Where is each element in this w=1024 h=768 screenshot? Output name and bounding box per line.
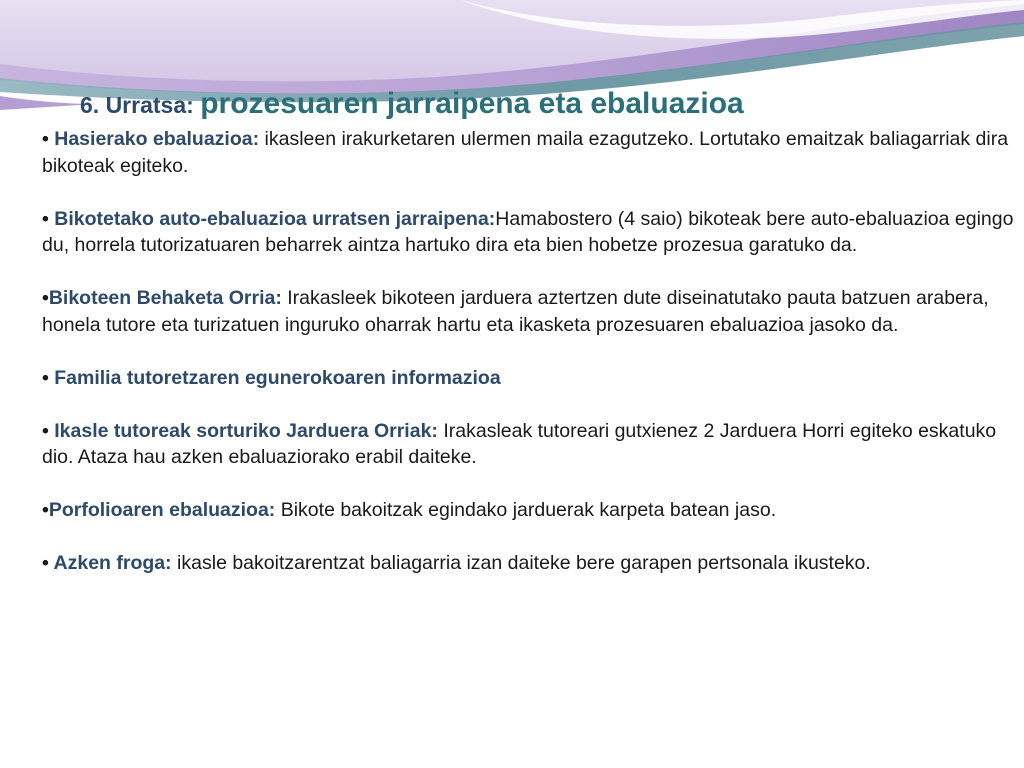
paragraph-label: Bikotetako auto-ebaluazioa urratsen jarraipena:	[54, 207, 496, 230]
paragraph-bikoteen-behaketa-orria	[42, 285, 1017, 338]
bullet-glyph: •	[42, 207, 55, 230]
bullet-glyph: •	[42, 287, 49, 309]
paragraph-label: Bikoteen Behaketa Orria:	[48, 287, 282, 309]
paragraph-label: Ikasle tutoreak sorturiko Jarduera Orriak:	[54, 419, 438, 442]
title-step-label: 6. Urratsa	[80, 92, 187, 118]
paragraph-label: Hasierako ebaluazioa:	[54, 128, 260, 150]
bullet-glyph: •	[42, 366, 55, 389]
slide-body	[42, 126, 1017, 577]
paragraph-hasierako-ebaluazioa	[42, 126, 1017, 179]
paragraph-azken-froga	[42, 550, 1017, 577]
bullet-glyph: •	[42, 128, 55, 150]
title-topic: prozesuaren jarraipena eta ebaluazioa	[200, 87, 744, 120]
paragraph-text: ikasleen irakurketaren ulermen maila ezagutzeko. Lortutako emaitzak baliagarriak dira bikoteak egiteko.	[42, 128, 1009, 177]
bullet-glyph: •	[42, 419, 55, 442]
paragraph-text: Irakasleak tutoreari gutxienez 2 Jarduera Horri egiteko eskatuko dio. Ataza hau azken ebaluaziorako erabil daiteke.	[42, 419, 997, 468]
paragraph-text: ikasle bakoitzarentzat baliagarria izan daiteke bere garapen pertsonala ikusteko.	[171, 552, 871, 574]
bullet-glyph: •	[42, 499, 49, 521]
paragraph-label: Familia tutoretzaren egunerokoaren informazioa	[54, 366, 501, 389]
paragraph-familia-tutoretza	[42, 365, 1017, 392]
title-separator: :	[186, 92, 201, 118]
paragraph-text: Hamabostero (4 saio) bikoteak bere auto-ebaluazioa egingo du, horrela tutorizatuaren beharrek aintza hartuko dira eta bien hobetze prozesua garatuko da.	[42, 207, 1014, 256]
paragraph-bikotetako-auto-ebaluazioa	[42, 206, 1017, 259]
paragraph-jarduera-orriak	[42, 418, 1017, 471]
paragraph-text: Irakasleek bikoteen jarduera aztertzen dute diseinatutako pauta batzuen arabera, honela tutore eta turizatuen inguruko oharrak hartu eta ikasketa prozesuaren ebaluazioa jasoko da.	[42, 287, 989, 336]
paragraph-label: Porfolioaren ebaluazioa:	[48, 499, 276, 521]
bullet-glyph: •	[42, 552, 54, 574]
paragraph-text: Bikote bakoitzak egindako jarduerak karpeta batean jaso.	[275, 499, 777, 521]
paragraph-label: Azken froga:	[53, 552, 172, 574]
page-title	[80, 84, 744, 121]
paragraph-porfolioaren-ebaluazioa	[42, 497, 1017, 524]
